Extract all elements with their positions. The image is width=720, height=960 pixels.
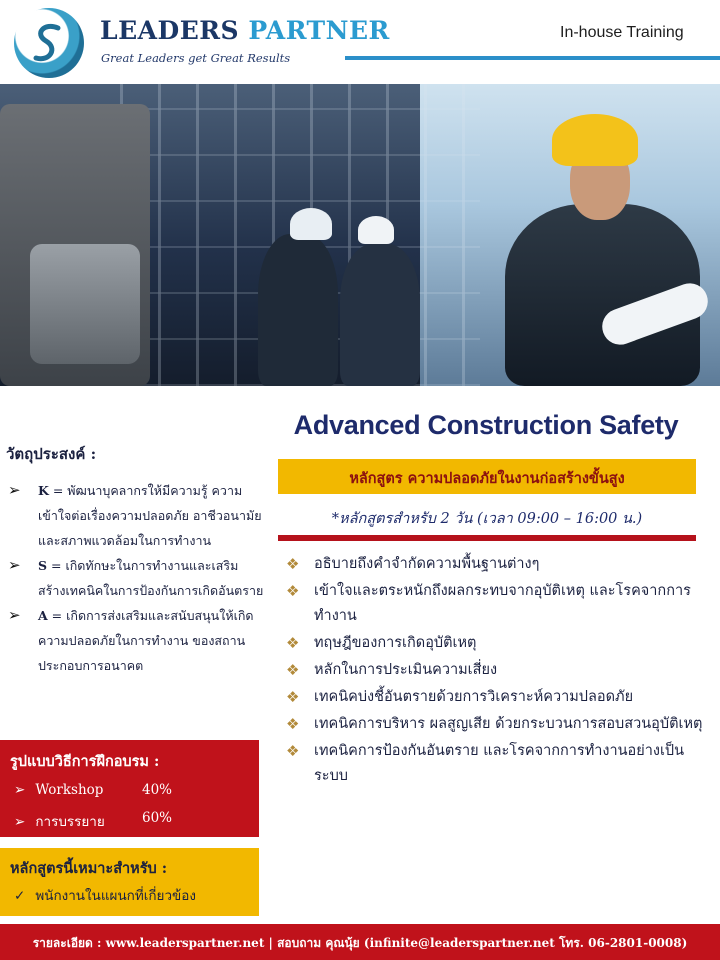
- suitable-for-item: [14, 884, 196, 906]
- course-subtitle-bar: [278, 459, 696, 494]
- arrow-bullet-icon: ➢: [8, 606, 21, 624]
- arrow-bullet-icon: ➢: [14, 782, 26, 798]
- method-label: การบรรยาย: [35, 814, 105, 830]
- training-method-item: [14, 782, 173, 798]
- diamond-bullet-icon: ❖: [286, 661, 300, 679]
- brand-accent: PARTNER: [248, 16, 390, 45]
- header: [0, 0, 720, 84]
- leaders-partner-logo-icon: [14, 8, 84, 78]
- toolbelt: [30, 244, 140, 364]
- objectives-list: [8, 478, 264, 678]
- brand-name: [100, 16, 390, 45]
- topic-text: เทคนิคการป้องกันอันตราย และโรคจากการทำงานอย่างเป็นระบบ: [314, 743, 685, 784]
- worker-figure-2: [340, 244, 420, 386]
- topic-text: หลักในการประเมินความเสี่ยง: [314, 662, 498, 678]
- diamond-bullet-icon: ❖: [286, 555, 300, 573]
- suitable-for-box: [0, 848, 259, 916]
- objective-text: = พัฒนาบุคลากรให้มีความรู้ ความเข้าใจต่อเรื่องความปลอดภัย อาชีวอนามัย และสภาพแวดล้อมในการทำงาน: [38, 483, 262, 548]
- objective-key: A: [38, 608, 48, 623]
- hero-image: [0, 84, 720, 386]
- hard-hat-icon: [552, 114, 638, 166]
- hard-hat-icon: [290, 208, 332, 240]
- check-icon: ✓: [14, 888, 26, 904]
- diamond-bullet-icon: ❖: [286, 688, 300, 706]
- training-method-box: [0, 740, 259, 837]
- course-duration: *หลักสูตรสำหรับ 2 วัน (เวลา 09:00 – 16:00 น.): [331, 511, 643, 527]
- diamond-bullet-icon: ❖: [286, 582, 300, 600]
- footer-contact: รายละเอียด : www.leaderspartner.net | สอบถาม คุณนุ้ย (infinite@leaderspartner.net โทร. 06-2801-0008): [32, 936, 688, 950]
- arrow-bullet-icon: ➢: [14, 814, 26, 830]
- topic-item: [286, 685, 706, 710]
- footer-bar: [0, 924, 720, 960]
- diamond-bullet-icon: ❖: [286, 634, 300, 652]
- topic-item: [286, 631, 706, 656]
- topic-text: ทฤษฎีของการเกิดอุบัติเหตุ: [314, 635, 477, 651]
- topic-item: [286, 712, 706, 737]
- course-subtitle: หลักสูตร ความปลอดภัยในงานก่อสร้างขั้นสูง: [349, 470, 625, 487]
- method-percent: 40%: [142, 782, 173, 798]
- objective-item: [8, 478, 264, 553]
- diamond-bullet-icon: ❖: [286, 715, 300, 733]
- training-method-item: [14, 810, 173, 832]
- tagline: Great Leaders get Great Results: [101, 51, 291, 65]
- topic-item: [286, 552, 706, 577]
- suitable-for-heading: หลักสูตรนี้เหมาะสำหรับ :: [10, 860, 168, 877]
- title-divider: [278, 535, 696, 541]
- topic-item: [286, 739, 706, 789]
- objective-text: = เกิดทักษะในการทำงานและเสริมสร้างเทคนิคในการป้องกันการเกิดอันตราย: [38, 558, 264, 598]
- topic-text: อธิบายถึงคำจำกัดความพื้นฐานต่างๆ: [314, 556, 540, 572]
- topic-list: [286, 552, 706, 791]
- worker-figure-1: [258, 234, 338, 386]
- objective-key: S: [38, 558, 48, 573]
- topic-text: เทคนิคบ่งชี้อันตรายด้วยการวิเคราะห์ความปลอดภัย: [314, 689, 634, 705]
- objective-text: = เกิดการส่งเสริมและสนับสนุนให้เกิดความปลอดภัยในการทำงาน ของสถานประกอบการอนาคต: [38, 608, 254, 673]
- objectives-heading: วัตถุประสงค์ :: [6, 445, 97, 463]
- objective-item: [8, 553, 264, 603]
- header-divider: [345, 56, 720, 60]
- arrow-bullet-icon: ➢: [8, 556, 21, 574]
- objective-item: [8, 603, 264, 678]
- arrow-bullet-icon: ➢: [8, 481, 21, 499]
- suitable-for-text: พนักงานในแผนกที่เกี่ยวข้อง: [35, 888, 196, 904]
- in-house-label: In-house Training: [560, 24, 684, 41]
- topic-item: [286, 658, 706, 683]
- course-title: Advanced Construction Safety: [293, 410, 679, 440]
- training-method-heading: รูปแบบวิธีการฝึกอบรม :: [10, 753, 160, 770]
- hard-hat-icon: [358, 216, 394, 244]
- topic-text: เข้าใจและตระหนักถึงผลกระทบจากอุบัติเหตุ และโรคจากการทำงาน: [314, 583, 691, 624]
- brand-primary: LEADERS: [100, 16, 240, 45]
- topic-item: [286, 579, 706, 629]
- topic-text: เทคนิคการบริหาร ผลสูญเสีย ด้วยกระบวนการสอบสวนอุบัติเหตุ: [314, 716, 703, 732]
- diamond-bullet-icon: ❖: [286, 742, 300, 760]
- objective-key: K: [38, 483, 49, 498]
- method-label: Workshop: [35, 782, 104, 798]
- method-percent: 60%: [142, 810, 173, 826]
